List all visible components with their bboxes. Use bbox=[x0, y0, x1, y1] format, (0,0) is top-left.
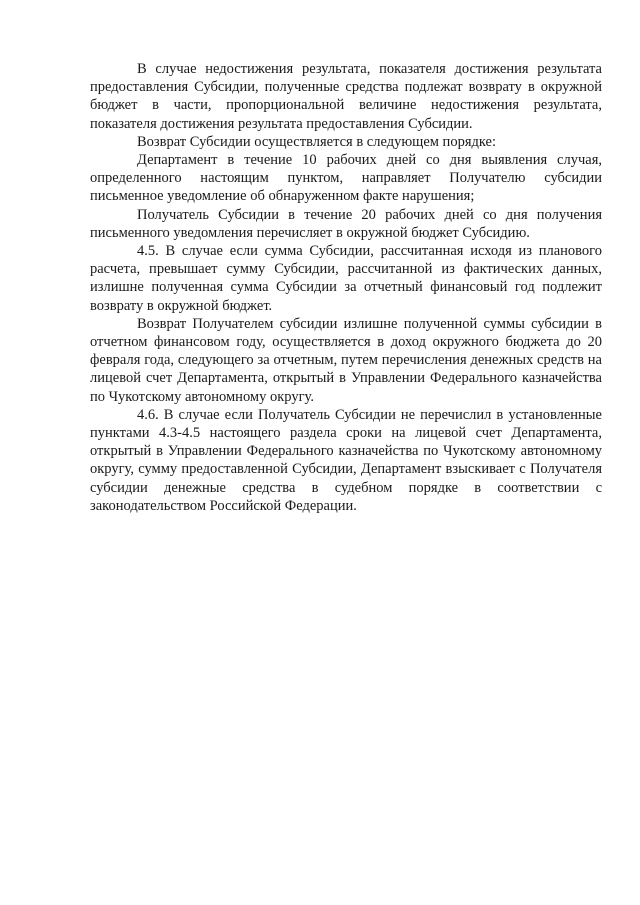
paragraph-excess-return: Возврат Получателем субсидии излишне полученной суммы субсидии в отчетном финансовом году, осуществляется в доход окружного бюджета до 20 февраля года, следующего за отчетным, путем перечисления денежных средств на лицевой счет Департамента, открытый в Управлении Федерального казначейства по Чукотскому автономному округу. bbox=[90, 315, 602, 405]
paragraph-return-procedure: Возврат Субсидии осуществляется в следующем порядке: bbox=[137, 133, 497, 150]
paragraph-clause-4-6: 4.6. В случае если Получатель Субсидии не перечислил в установленные пунктами 4.3-4.5 настоящего раздела сроки на лицевой счет Департамента, открытый в Управлении Федерального казначейства по Чукотскому автономному округу, сумму предоставленной Субсидии, Департамент взыскивает с Получателя субсидии денежные средства в судебном порядке в соответствии с законодательством Российской Федерации. bbox=[90, 406, 602, 514]
paragraph-recipient-transfer: Получатель Субсидии в течение 20 рабочих дней со дня получения письменного уведомления перечисляет в окружной бюджет Субсидию. bbox=[90, 206, 602, 241]
paragraph-clause-4-5: 4.5. В случае если сумма Субсидии, рассчитанная исходя из планового расчета, превышает сумму Субсидии, рассчитанной из фактических данных, излишне полученная сумма Субсидии за отчетный финансовый год подлежит возврату в окружной бюджет. bbox=[90, 243, 602, 314]
document-page bbox=[90, 60, 602, 515]
paragraph-department-notice: Департамент в течение 10 рабочих дней со дня выявления случая, определенного настоящим пунктом, направляет Получателю субсидии письменное уведомление об обнаруженном факте нарушения; bbox=[90, 152, 602, 205]
paragraph-non-achievement: В случае недостижения результата, показателя достижения результата предоставления Субсидии, полученные средства подлежат возврату в окружной бюджет в части, пропорциональной величине недостижения результата, показателя достижения результата предоставления Субсидии. bbox=[90, 61, 602, 132]
